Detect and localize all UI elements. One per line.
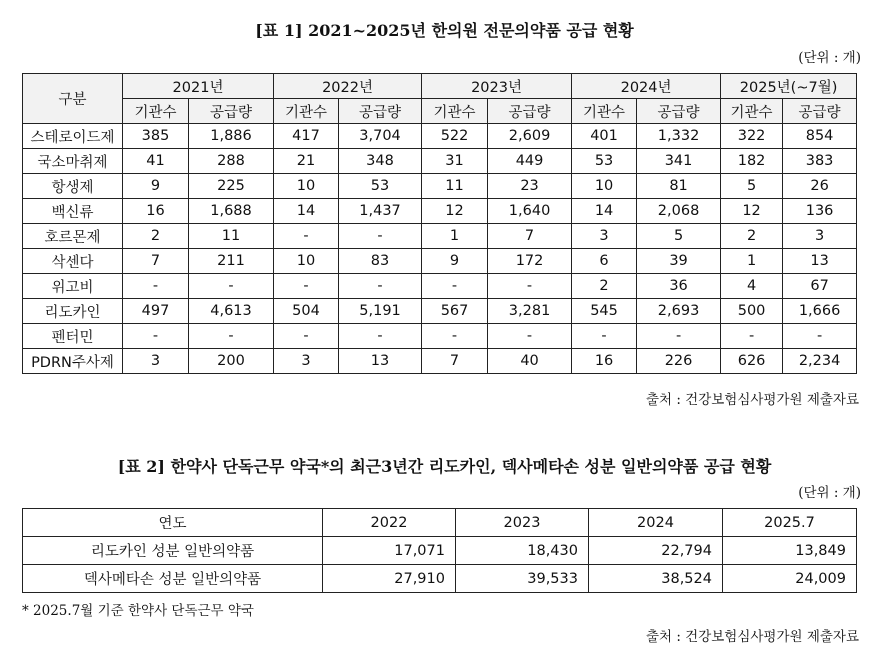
table-cell: -	[274, 224, 339, 249]
table-cell: 26	[783, 174, 857, 199]
table-cell: 226	[637, 349, 721, 374]
table-cell: 1,666	[783, 299, 857, 324]
table-cell: 401	[572, 124, 637, 149]
table-cell: 7	[488, 224, 572, 249]
table-cell: 1	[721, 249, 783, 274]
table-cell: 2	[572, 274, 637, 299]
table-cell: 24,009	[723, 565, 857, 593]
row-label: 위고비	[23, 274, 123, 299]
table-cell: 1,332	[637, 124, 721, 149]
table-cell: 385	[123, 124, 189, 149]
table-cell: 7	[422, 349, 488, 374]
table-cell: -	[422, 324, 488, 349]
table1	[22, 73, 857, 374]
table-cell: 1,688	[189, 199, 274, 224]
table1-year-header: 2023년	[422, 74, 572, 99]
table-row	[23, 274, 857, 299]
row-label: 리도카인 성분 일반의약품	[23, 537, 323, 565]
table-cell: 38,524	[589, 565, 723, 593]
table-cell: -	[488, 324, 572, 349]
table-cell: -	[274, 274, 339, 299]
table-cell: 22,794	[589, 537, 723, 565]
table2-year-header: 2024	[589, 509, 723, 537]
table2-source: 출처 : 건강보험심사평가원 제출자료	[645, 629, 859, 645]
table-cell: 6	[572, 249, 637, 274]
table-cell: 27,910	[323, 565, 456, 593]
table-cell: 9	[123, 174, 189, 199]
table-cell: 500	[721, 299, 783, 324]
table-cell: -	[274, 324, 339, 349]
table1-supply-header: 공급량	[339, 99, 422, 124]
table1-institutions-header: 기관수	[422, 99, 488, 124]
table-row	[23, 565, 857, 593]
table1-institutions-header: 기관수	[721, 99, 783, 124]
table-cell: 383	[783, 149, 857, 174]
table-cell: 13	[783, 249, 857, 274]
table2-year-header: 2023	[456, 509, 589, 537]
table-cell: -	[339, 324, 422, 349]
table-cell: -	[637, 324, 721, 349]
table-cell: 31	[422, 149, 488, 174]
table-cell: 10	[274, 249, 339, 274]
table-cell: 23	[488, 174, 572, 199]
table-cell: 626	[721, 349, 783, 374]
table-cell: 53	[339, 174, 422, 199]
table-row	[23, 149, 857, 174]
table-cell: 1	[422, 224, 488, 249]
table-cell: 497	[123, 299, 189, 324]
table-cell: 13,849	[723, 537, 857, 565]
table-cell: 172	[488, 249, 572, 274]
table-cell: 41	[123, 149, 189, 174]
table-cell: 854	[783, 124, 857, 149]
table-cell: 2,693	[637, 299, 721, 324]
row-label: 리도카인	[23, 299, 123, 324]
table1-supply-header: 공급량	[637, 99, 721, 124]
table1-year-header: 2021년	[123, 74, 274, 99]
table-cell: 21	[274, 149, 339, 174]
row-label: 삭센다	[23, 249, 123, 274]
table-row	[23, 537, 857, 565]
table-row	[23, 199, 857, 224]
row-label: PDRN주사제	[23, 349, 123, 374]
table-cell: 14	[274, 199, 339, 224]
table-cell: 53	[572, 149, 637, 174]
table-cell: 322	[721, 124, 783, 149]
table-cell: -	[339, 274, 422, 299]
table-cell: 522	[422, 124, 488, 149]
table-cell: 9	[422, 249, 488, 274]
table1-institutions-header: 기관수	[123, 99, 189, 124]
table-cell: 2,068	[637, 199, 721, 224]
table-cell: 40	[488, 349, 572, 374]
table1-institutions-header: 기관수	[274, 99, 339, 124]
table1-supply-header: 공급량	[783, 99, 857, 124]
table-cell: 504	[274, 299, 339, 324]
table-cell: 3	[274, 349, 339, 374]
table-cell: -	[783, 324, 857, 349]
row-label: 스테로이드제	[23, 124, 123, 149]
table-cell: 11	[189, 224, 274, 249]
row-label: 국소마취제	[23, 149, 123, 174]
table-cell: 81	[637, 174, 721, 199]
row-label: 항생제	[23, 174, 123, 199]
table-row	[23, 224, 857, 249]
table-row	[23, 324, 857, 349]
table-cell: 1,437	[339, 199, 422, 224]
table-cell: 17,071	[323, 537, 456, 565]
table-cell: -	[123, 324, 189, 349]
table-cell: 225	[189, 174, 274, 199]
table-cell: 567	[422, 299, 488, 324]
table-cell: -	[339, 224, 422, 249]
row-label: 펜터민	[23, 324, 123, 349]
table-cell: 3	[783, 224, 857, 249]
table-cell: 4,613	[189, 299, 274, 324]
table-cell: 288	[189, 149, 274, 174]
table2-corner-header: 연도	[23, 509, 323, 537]
table-cell: 16	[123, 199, 189, 224]
table-cell: 12	[422, 199, 488, 224]
table-cell: 3,281	[488, 299, 572, 324]
table1-unit: (단위 : 개)	[798, 50, 861, 66]
table-cell: 449	[488, 149, 572, 174]
row-label: 백신류	[23, 199, 123, 224]
table1-supply-header: 공급량	[488, 99, 572, 124]
table-cell: 417	[274, 124, 339, 149]
table-cell: 341	[637, 149, 721, 174]
row-label: 덱사메타손 성분 일반의약품	[23, 565, 323, 593]
table-cell: 3,704	[339, 124, 422, 149]
table-cell: 182	[721, 149, 783, 174]
table1-year-header: 2022년	[274, 74, 422, 99]
table1-year-header: 2024년	[572, 74, 721, 99]
table-cell: 200	[189, 349, 274, 374]
table-cell: 39	[637, 249, 721, 274]
table2	[22, 508, 857, 593]
table-cell: 14	[572, 199, 637, 224]
table1-corner-header: 구분	[23, 74, 123, 124]
table-cell: 67	[783, 274, 857, 299]
table-cell: 545	[572, 299, 637, 324]
table1-source: 출처 : 건강보험심사평가원 제출자료	[645, 392, 859, 408]
table-cell: 83	[339, 249, 422, 274]
table1-supply-header: 공급량	[189, 99, 274, 124]
table-cell: 2,234	[783, 349, 857, 374]
table-cell: -	[422, 274, 488, 299]
table-cell: -	[189, 324, 274, 349]
table-cell: 348	[339, 149, 422, 174]
table-row	[23, 174, 857, 199]
table-cell: -	[721, 324, 783, 349]
table-cell: 13	[339, 349, 422, 374]
table-cell: -	[123, 274, 189, 299]
table-cell: 16	[572, 349, 637, 374]
table-cell: -	[488, 274, 572, 299]
table2-year-header: 2025.7	[723, 509, 857, 537]
table1-title: [표 1] 2021~2025년 한의원 전문의약품 공급 현황	[255, 21, 634, 40]
table-cell: 11	[422, 174, 488, 199]
table1-institutions-header: 기관수	[572, 99, 637, 124]
table-cell: 4	[721, 274, 783, 299]
table-cell: 12	[721, 199, 783, 224]
table-cell: 2	[721, 224, 783, 249]
table-row	[23, 124, 857, 149]
table-cell: 2	[123, 224, 189, 249]
table2-note: * 2025.7월 기준 한약사 단독근무 약국	[22, 603, 254, 619]
table-cell: 7	[123, 249, 189, 274]
table1-year-header: 2025년(~7월)	[721, 74, 857, 99]
table-cell: 3	[572, 224, 637, 249]
table-cell: 2,609	[488, 124, 572, 149]
table-cell: -	[572, 324, 637, 349]
table-cell: 1,640	[488, 199, 572, 224]
table-cell: 211	[189, 249, 274, 274]
table-cell: 3	[123, 349, 189, 374]
table2-title: [표 2] 한약사 단독근무 약국*의 최근3년간 리도카인, 덱사메타손 성분 일반의약품 공급 현황	[117, 457, 772, 476]
table-cell: 5,191	[339, 299, 422, 324]
table-cell: 5	[721, 174, 783, 199]
table2-year-header: 2022	[323, 509, 456, 537]
table-row	[23, 299, 857, 324]
table-cell: 18,430	[456, 537, 589, 565]
table-cell: 36	[637, 274, 721, 299]
table-row	[23, 249, 857, 274]
table-row	[23, 349, 857, 374]
table-cell: 10	[274, 174, 339, 199]
table-cell: -	[189, 274, 274, 299]
table2-unit: (단위 : 개)	[798, 485, 861, 501]
table-cell: 1,886	[189, 124, 274, 149]
table-cell: 39,533	[456, 565, 589, 593]
table-cell: 10	[572, 174, 637, 199]
row-label: 호르몬제	[23, 224, 123, 249]
table-cell: 136	[783, 199, 857, 224]
table-cell: 5	[637, 224, 721, 249]
